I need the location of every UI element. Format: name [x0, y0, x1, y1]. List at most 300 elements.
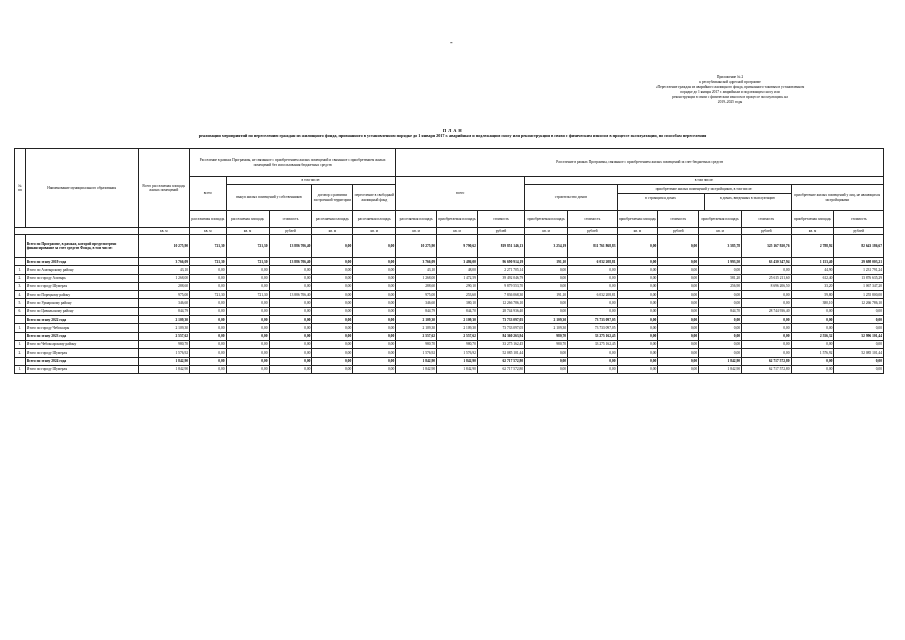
cell-value: 0,00 [699, 316, 742, 324]
cell-value: 975,00 [138, 291, 190, 299]
cell-value: 191,10 [525, 258, 568, 266]
cell-value: 0,00 [742, 324, 791, 332]
row-num [15, 357, 26, 365]
plan-table [14, 148, 884, 374]
cell-value: 0,00 [190, 299, 227, 307]
cell-value: 612,40 [791, 274, 834, 282]
cell-value: 811 761 868,83 [568, 235, 617, 258]
cell-value: 0,00 [226, 332, 269, 340]
row-name: Итого по городу Чебоксары [25, 324, 138, 332]
cell-value: 0,00 [312, 365, 353, 373]
cell-value: 25 615 211,60 [742, 274, 791, 282]
cell-value: 721,30 [190, 291, 227, 299]
header-num: № пп [15, 149, 26, 228]
header-sub: расселяемая площадь [353, 211, 396, 228]
cell-value: 0,00 [226, 299, 269, 307]
document-title [40, 128, 865, 139]
header-vsego-b: всего [396, 177, 525, 211]
cell-value: 2 109,30 [138, 316, 190, 324]
row-name: Итого по городу Шумерля [25, 349, 138, 357]
cell-value: 2 109,30 [525, 316, 568, 324]
cell-value: 0,00 [617, 349, 658, 357]
cell-value: 0,00 [617, 291, 658, 299]
unit-cell: кв. м [138, 228, 190, 235]
row-num: 1. [15, 266, 26, 274]
cell-value: 59,80 [791, 291, 834, 299]
cell-value: 0,00 [658, 340, 699, 348]
cell-value: 33 275 162,45 [568, 340, 617, 348]
cell-value: 0,00 [568, 266, 617, 274]
cell-value: 0,00 [834, 316, 884, 324]
header-dogovor: договор о развитии застроенной территории [312, 185, 353, 211]
cell-value: 0,00 [312, 349, 353, 357]
cell-value: 0,00 [658, 235, 699, 258]
cell-value: 0,00 [269, 274, 312, 282]
cell-value: 0,00 [226, 274, 269, 282]
cell-value: 3 585,78 [699, 235, 742, 258]
appendix-line: порядке до 1 января 2017 г. аварийным и подлежащим сносу или [680, 90, 780, 94]
cell-value: 2 109,30 [396, 324, 437, 332]
cell-value: 256,90 [699, 282, 742, 290]
cell-value: 48,00 [437, 266, 478, 274]
header-sub: приобретаемая площадь [525, 211, 568, 228]
cell-value: 33,20 [791, 282, 834, 290]
cell-value: 191,10 [525, 291, 568, 299]
cell-value: 0,00 [353, 299, 396, 307]
unit-cell: рублей [568, 228, 617, 235]
unit-cell: кв. м [190, 228, 227, 235]
header-total-area: Всего расселяемая площадь жилых помещений [138, 149, 190, 228]
cell-value: 0,00 [226, 365, 269, 373]
cell-value: 819 851 146,13 [477, 235, 524, 258]
cell-value: 0,00 [658, 324, 699, 332]
unit-cell: кв. м [617, 228, 658, 235]
unit-cell: кв. м [312, 228, 353, 235]
appendix-line: реконструкции в связи с физическим износом в процессе эксплуатации» на [672, 95, 788, 99]
cell-value: 12 266 786,10 [834, 299, 884, 307]
cell-value: 1 993,50 [699, 258, 742, 266]
cell-value: 33 275 162,45 [568, 332, 617, 340]
row-name: Всего по этапу 2023 года [25, 332, 138, 340]
cell-value: 844,70 [699, 307, 742, 315]
cell-value: 0,00 [742, 299, 791, 307]
cell-value: 0,00 [353, 316, 396, 324]
cell-value: 13 886 706,40 [269, 235, 312, 258]
cell-value: 7 836 068,30 [477, 291, 524, 299]
cell-value: 0,00 [742, 266, 791, 274]
row-name: Итого по городу Алатырь [25, 274, 138, 282]
cell-value: 0,00 [353, 258, 396, 266]
title-plan: П Л А Н [442, 128, 463, 133]
cell-value: 2 109,30 [437, 324, 478, 332]
cell-value: 6 032 208,81 [568, 258, 617, 266]
total-row [15, 332, 884, 340]
cell-value: 380,10 [791, 299, 834, 307]
row-num: 2. [15, 349, 26, 357]
cell-value: 0,00 [617, 316, 658, 324]
cell-value: 73 733 097,05 [477, 324, 524, 332]
cell-value: 0,00 [190, 316, 227, 324]
cell-value: 62 717 572,80 [477, 365, 524, 373]
cell-value: 43,10 [138, 266, 190, 274]
cell-value: 0,00 [353, 235, 396, 258]
header-sub: стоимость [568, 211, 617, 228]
table-row [15, 299, 884, 307]
unit-cell: кв. м [437, 228, 478, 235]
row-name: Итого по городу Шумерля [25, 365, 138, 373]
cell-value: 0,00 [658, 307, 699, 315]
cell-value: 0,00 [658, 357, 699, 365]
cell-value: 0,00 [699, 340, 742, 348]
cell-value: 0,00 [190, 365, 227, 373]
row-name: Итого по Цивильскому району [25, 307, 138, 315]
cell-value: 0,00 [699, 332, 742, 340]
units-spacer [15, 228, 139, 235]
cell-value: 1 576,92 [437, 349, 478, 357]
cell-value: 0,00 [269, 365, 312, 373]
cell-value: 0,00 [269, 349, 312, 357]
cell-value: 0,00 [312, 299, 353, 307]
header-buyout: выкуп жилых помещений у собственников [226, 185, 312, 211]
header-sub: приобретаемая площадь [437, 211, 478, 228]
cell-value: 0,00 [312, 282, 353, 290]
row-num: 1. [15, 365, 26, 373]
cell-value: 1 472,59 [437, 274, 478, 282]
cell-value: 1 576,92 [138, 349, 190, 357]
cell-value: 0,00 [617, 258, 658, 266]
header-purchase-people: приобретение жилых помещений у лиц, не являющихся застройщиками [791, 185, 884, 211]
cell-value: 0,00 [269, 307, 312, 315]
cell-value: 0,00 [226, 266, 269, 274]
cell-value: 0,00 [699, 266, 742, 274]
cell-value: 0,00 [190, 332, 227, 340]
cell-value: 73 733 097,05 [568, 316, 617, 324]
row-num [15, 235, 26, 258]
cell-value: 721,30 [226, 235, 269, 258]
cell-value: 721,30 [190, 235, 227, 258]
cell-value: 1 576,92 [791, 349, 834, 357]
header-construction: строительство домов [525, 185, 617, 211]
cell-value: 0,00 [353, 282, 396, 290]
cell-value: 10 275,90 [138, 235, 190, 258]
cell-value: 0,00 [353, 357, 396, 365]
cell-value: 0,00 [190, 266, 227, 274]
cell-value: 0,00 [699, 291, 742, 299]
cell-value: 2 557,62 [396, 332, 437, 340]
cell-value: 2 109,30 [437, 316, 478, 324]
cell-value: 721,30 [190, 258, 227, 266]
cell-value: 73 733 097,05 [477, 316, 524, 324]
cell-value: 0,00 [834, 357, 884, 365]
cell-value: 0,00 [312, 357, 353, 365]
cell-value: 325 167 920,76 [742, 235, 791, 258]
cell-value: 3 254,19 [525, 235, 568, 258]
row-num: 1. [15, 340, 26, 348]
cell-value: 253,60 [437, 291, 478, 299]
cell-value: 0,00 [190, 282, 227, 290]
cell-value: 0,00 [312, 291, 353, 299]
total-row [15, 357, 884, 365]
cell-value: 1 268,00 [138, 274, 190, 282]
cell-value: 290,10 [437, 282, 478, 290]
cell-value: 0,00 [658, 282, 699, 290]
row-num: 6. [15, 307, 26, 315]
cell-value: 2 109,30 [396, 316, 437, 324]
cell-value: 0,00 [834, 365, 884, 373]
cell-value: 84 360 263,94 [477, 332, 524, 340]
cell-value: 721,30 [226, 291, 269, 299]
cell-value: 0,00 [353, 266, 396, 274]
cell-value: 0,00 [791, 324, 834, 332]
cell-value: 844,70 [437, 307, 478, 315]
cell-value: 1 153,40 [791, 258, 834, 266]
cell-value: 0,00 [353, 349, 396, 357]
table-row [15, 324, 884, 332]
cell-value: 0,00 [353, 274, 396, 282]
cell-value: 0,00 [699, 324, 742, 332]
cell-value: 0,00 [617, 324, 658, 332]
cell-value: 0,00 [525, 274, 568, 282]
cell-value: 62 717 572,80 [742, 357, 791, 365]
header-sub: расселяемая площадь [226, 211, 269, 228]
row-name: Итого по Порецкому району [25, 291, 138, 299]
cell-value: 0,00 [658, 299, 699, 307]
cell-value: 0,00 [353, 365, 396, 373]
cell-value: 0,00 [269, 316, 312, 324]
cell-value: 13 876 635,29 [834, 274, 884, 282]
appendix-line: Приложение № 2 [716, 75, 744, 79]
cell-value: 10 275,90 [396, 235, 437, 258]
cell-value: 0,00 [658, 274, 699, 282]
cell-value: 43,10 [396, 266, 437, 274]
unit-cell: кв. м [353, 228, 396, 235]
header-in-built: в строящихся домах [618, 194, 705, 210]
cell-value: 0,00 [617, 266, 658, 274]
cell-value: 980,70 [525, 332, 568, 340]
cell-value: 0,00 [525, 282, 568, 290]
cell-value: 0,00 [353, 307, 396, 315]
table-row [15, 349, 884, 357]
header-sub: приобретаемая площадь [791, 211, 834, 228]
cell-value: 0,00 [226, 282, 269, 290]
cell-value: 39 492 046,79 [477, 274, 524, 282]
cell-value: 62 717 572,80 [742, 365, 791, 373]
cell-value: 1 842,90 [437, 357, 478, 365]
unit-cell: кв. м [791, 228, 834, 235]
cell-value: 0,00 [742, 340, 791, 348]
row-num: 1. [15, 324, 26, 332]
cell-value: 1 842,90 [437, 365, 478, 373]
cell-value: 0,00 [699, 299, 742, 307]
header-incl-a: в том числе: [226, 177, 396, 185]
total-row [15, 316, 884, 324]
header-sub: расселяемая площадь [312, 211, 353, 228]
cell-value: 0,00 [742, 349, 791, 357]
cell-value: 2 788,92 [791, 235, 834, 258]
cell-value: 0,00 [525, 266, 568, 274]
appendix-line: 2019–2025 годы [717, 100, 743, 104]
cell-value: 1 842,90 [396, 357, 437, 365]
cell-value: 44,90 [791, 266, 834, 274]
cell-value: 63 430 347,94 [742, 258, 791, 266]
row-num: 4. [15, 291, 26, 299]
header-sub: стоимость [742, 211, 791, 228]
cell-value: 0,00 [617, 340, 658, 348]
cell-value: 0,00 [617, 332, 658, 340]
appendix-line: «Переселение граждан из аварийного жилищного фонда, признанного таковым в установленном [655, 85, 805, 89]
cell-value: 844,79 [396, 307, 437, 315]
row-name: Всего по этапу 2022 года [25, 316, 138, 324]
header-sub: приобретаемая площадь [699, 211, 742, 228]
cell-value: 0,00 [226, 316, 269, 324]
cell-value: 0,00 [269, 340, 312, 348]
cell-value: 0,00 [658, 258, 699, 266]
cell-value: 0,00 [568, 357, 617, 365]
unit-cell: рублей [658, 228, 699, 235]
cell-value: 2 271 705,14 [477, 266, 524, 274]
cell-value: 0,00 [742, 332, 791, 340]
table-row [15, 266, 884, 274]
cell-value: 0,00 [312, 258, 353, 266]
header-sub: стоимость [269, 211, 312, 228]
header-pereselenie: переселение в свободный жилищный фонд [353, 185, 396, 211]
cell-value: 0,00 [353, 291, 396, 299]
cell-value: 3 766,09 [138, 258, 190, 266]
cell-value: 1 842,90 [138, 365, 190, 373]
cell-value: 2 557,62 [437, 332, 478, 340]
cell-value: 0,00 [312, 332, 353, 340]
cell-value: 0,00 [353, 340, 396, 348]
cell-value: 346,60 [138, 299, 190, 307]
cell-value: 2 556,32 [791, 332, 834, 340]
table-row [15, 365, 884, 373]
header-in-finished: в домах, введенных в эксплуатацию [720, 196, 776, 201]
cell-value: 0,00 [226, 357, 269, 365]
cell-value: 0,00 [312, 340, 353, 348]
table-row [15, 291, 884, 299]
cell-value: 0,00 [617, 307, 658, 315]
cell-value: 13 886 706,40 [269, 291, 312, 299]
cell-value: 0,00 [190, 340, 227, 348]
cell-value: 1 268,00 [396, 274, 437, 282]
cell-value: 52 996 101,44 [834, 332, 884, 340]
cell-value: 1 842,90 [396, 365, 437, 373]
cell-value: 2 109,30 [525, 324, 568, 332]
cell-value: 0,00 [834, 324, 884, 332]
cell-value: 29 698 003,21 [834, 258, 884, 266]
cell-value: 0,00 [353, 324, 396, 332]
cell-value: 0,00 [791, 307, 834, 315]
cell-value: 0,00 [617, 299, 658, 307]
appendix-line: к республиканской адресной программе [699, 80, 761, 84]
cell-value: 0,00 [190, 274, 227, 282]
cell-value: 12 266 786,10 [477, 299, 524, 307]
header-sub: расселяемая площадь [190, 211, 227, 228]
cell-value: 1 255 800,00 [834, 291, 884, 299]
row-num: 5. [15, 299, 26, 307]
cell-value: 844,79 [138, 307, 190, 315]
cell-value: 0,00 [312, 316, 353, 324]
cell-value: 0,00 [617, 235, 658, 258]
cell-value: 9 790,62 [437, 235, 478, 258]
header-sub: расселяемая площадь [396, 211, 437, 228]
cell-value: 0,00 [658, 316, 699, 324]
cell-value: 0,00 [791, 365, 834, 373]
cell-value: 0,00 [791, 316, 834, 324]
cell-value: 1 231 791,24 [834, 266, 884, 274]
cell-value: 980,70 [396, 340, 437, 348]
cell-value: 52 085 101,44 [834, 349, 884, 357]
cell-value: 0,00 [525, 365, 568, 373]
table-row [15, 274, 884, 282]
cell-value: 3 766,09 [396, 258, 437, 266]
cell-value: 0,00 [190, 349, 227, 357]
unit-cell: кв. м [525, 228, 568, 235]
cell-value: 0,00 [190, 307, 227, 315]
row-num: 2. [15, 274, 26, 282]
cell-value: 0,00 [617, 282, 658, 290]
cell-value: 0,00 [269, 282, 312, 290]
cell-value: 380,10 [437, 299, 478, 307]
cell-value: 0,00 [312, 324, 353, 332]
row-name: Итого по Алатырскому району [25, 266, 138, 274]
cell-value: 0,00 [226, 324, 269, 332]
cell-value: 2 557,62 [138, 332, 190, 340]
cell-value: 0,00 [312, 235, 353, 258]
header-incl-b: в том числе: [525, 177, 884, 185]
cell-value: 28 744 936,40 [742, 307, 791, 315]
cell-value: 0,00 [568, 274, 617, 282]
cell-value: 0,00 [353, 332, 396, 340]
cell-value: 581,20 [699, 274, 742, 282]
cell-value: 980,70 [437, 340, 478, 348]
unit-cell: кв. м [396, 228, 437, 235]
cell-value: 0,00 [658, 332, 699, 340]
header-sub: стоимость [834, 211, 884, 228]
cell-value: 6 032 208,81 [568, 291, 617, 299]
top-mark: - [450, 38, 453, 47]
header-sub: стоимость [658, 211, 699, 228]
unit-cell: кв. м [699, 228, 742, 235]
cell-value: 9 879 553,70 [477, 282, 524, 290]
unit-cell: кв. м [226, 228, 269, 235]
cell-value: 2 109,30 [138, 324, 190, 332]
cell-value: 0,00 [834, 307, 884, 315]
cell-value: 0,00 [658, 291, 699, 299]
row-name: Итого по Урмарскому району [25, 299, 138, 307]
row-num [15, 332, 26, 340]
cell-value: 0,00 [190, 324, 227, 332]
cell-value: 0,00 [525, 349, 568, 357]
row-num: 3. [15, 282, 26, 290]
cell-value: 1 842,90 [138, 357, 190, 365]
row-num [15, 316, 26, 324]
cell-value: 0,00 [525, 299, 568, 307]
table-row [15, 307, 884, 315]
header-group-a: Расселение в рамках Программы, не связанное с приобретением жилых помещений и связанное с приобретением жилых помещений без использования бюджетных средств [190, 149, 396, 177]
cell-value: 0,00 [699, 349, 742, 357]
cell-value: 0,00 [312, 274, 353, 282]
cell-value: 0,00 [190, 357, 227, 365]
cell-value: 96 690 914,19 [477, 258, 524, 266]
cell-value: 1 576,92 [396, 349, 437, 357]
cell-value: 13 886 706,40 [269, 258, 312, 266]
cell-value: 975,00 [396, 291, 437, 299]
row-num [15, 258, 26, 266]
cell-value: 980,70 [138, 340, 190, 348]
cell-value: 3 486,00 [437, 258, 478, 266]
table-row [15, 340, 884, 348]
